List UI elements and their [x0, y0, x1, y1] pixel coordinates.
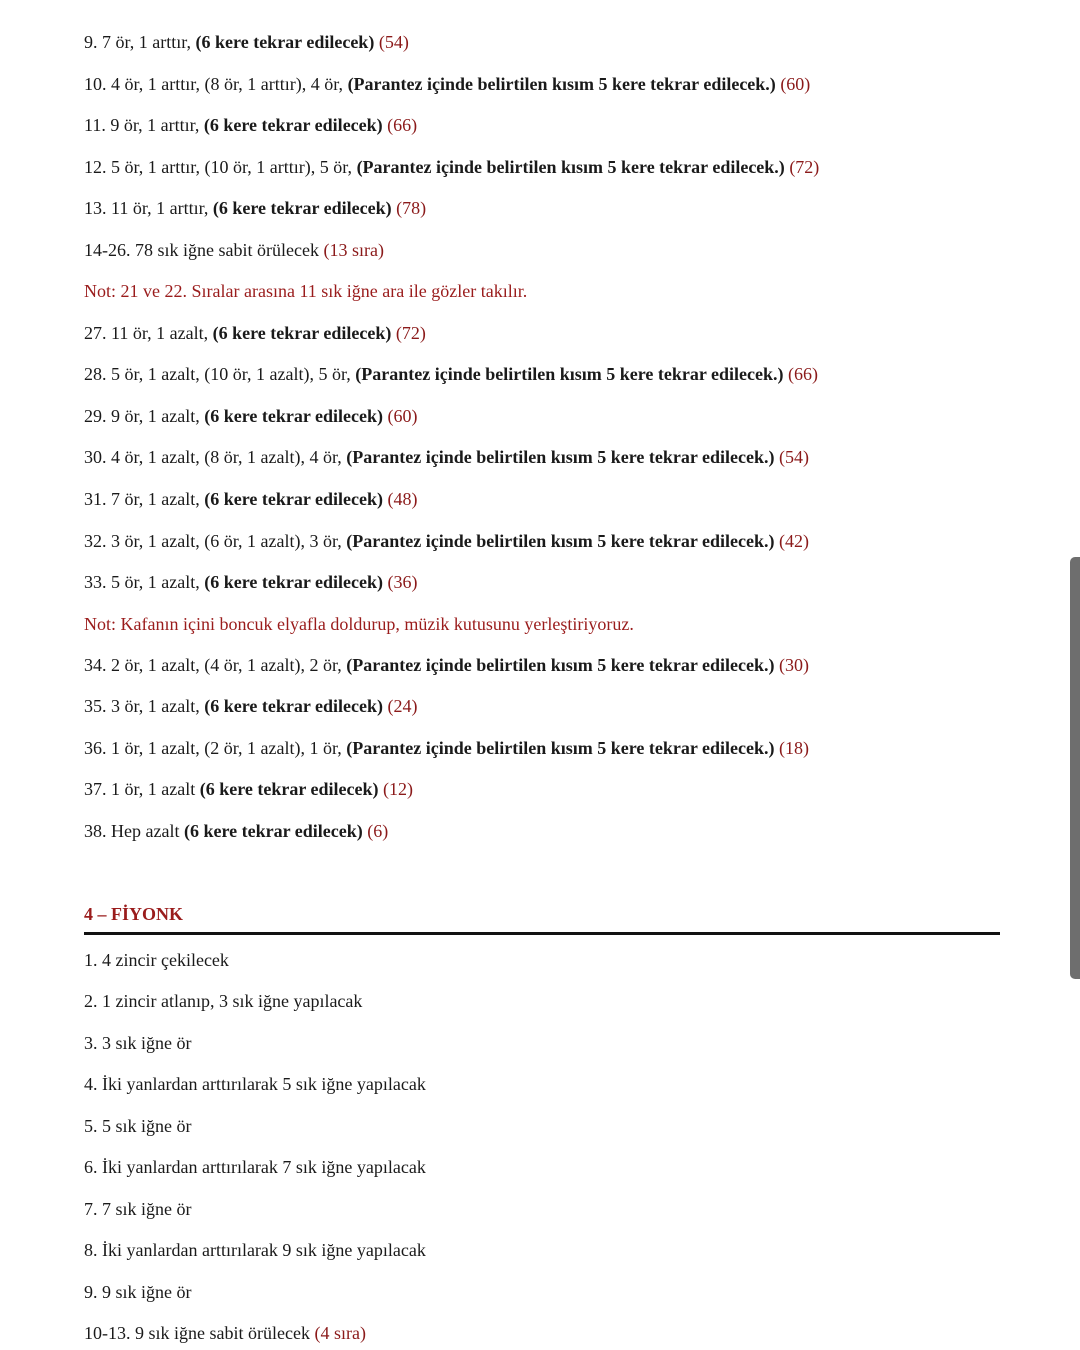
instruction-row: 35. 3 ör, 1 azalt, (6 kere tekrar edilecek) (24): [84, 696, 418, 716]
instruction-row: 36. 1 ör, 1 azalt, (2 ör, 1 azalt), 1 ör, (Parantez içinde belirtilen kısım 5 kere tekrar edilecek.) (18): [84, 738, 809, 758]
instruction-row: 3. 3 sık iğne ör: [84, 1033, 192, 1053]
instruction-row: 29. 9 ör, 1 azalt, (6 kere tekrar edilecek) (60): [84, 406, 418, 426]
instruction-row: 10. 4 ör, 1 arttır, (8 ör, 1 arttır), 4 ör, (Parantez içinde belirtilen kısım 5 kere tekrar edilecek.) (60): [84, 74, 811, 94]
instruction-row: 6. İki yanlardan arttırılarak 7 sık iğne yapılacak: [84, 1157, 426, 1177]
instruction-row: 12. 5 ör, 1 arttır, (10 ör, 1 arttır), 5 ör, (Parantez içinde belirtilen kısım 5 kere tekrar edilecek.) (72): [84, 157, 820, 177]
instruction-row: 32. 3 ör, 1 azalt, (6 ör, 1 azalt), 3 ör, (Parantez içinde belirtilen kısım 5 kere tekrar edilecek.) (42): [84, 531, 809, 551]
instruction-row: 5. 5 sık iğne ör: [84, 1116, 192, 1136]
instruction-row: 33. 5 ör, 1 azalt, (6 kere tekrar edilecek) (36): [84, 572, 418, 592]
instruction-row: 14-26. 78 sık iğne sabit örülecek (13 sıra): [84, 240, 384, 260]
note-eyes: Not: 21 ve 22. Sıralar arasına 11 sık iğne ara ile gözler takılır.: [84, 281, 528, 301]
instruction-row: 2. 1 zincir atlanıp, 3 sık iğne yapılacak: [84, 991, 363, 1011]
instruction-row: 4. İki yanlardan arttırılarak 5 sık iğne yapılacak: [84, 1074, 426, 1094]
instruction-row: 11. 9 ör, 1 arttır, (6 kere tekrar edilecek) (66): [84, 115, 418, 135]
scrollbar-thumb[interactable]: [1070, 557, 1080, 979]
section-divider: [84, 932, 1000, 935]
instruction-row: 27. 11 ör, 1 azalt, (6 kere tekrar edilecek) (72): [84, 323, 426, 343]
instruction-row: 38. Hep azalt (6 kere tekrar edilecek) (6): [84, 821, 389, 841]
instruction-row: 7. 7 sık iğne ör: [84, 1199, 192, 1219]
instruction-row: 30. 4 ör, 1 azalt, (8 ör, 1 azalt), 4 ör, (Parantez içinde belirtilen kısım 5 kere tekrar edilecek.) (54): [84, 447, 809, 467]
instruction-row: 37. 1 ör, 1 azalt (6 kere tekrar edilecek) (12): [84, 779, 414, 799]
instruction-row: 10-13. 9 sık iğne sabit örülecek (4 sıra): [84, 1323, 366, 1343]
instruction-row: 9. 9 sık iğne ör: [84, 1282, 192, 1302]
instruction-row: 8. İki yanlardan arttırılarak 9 sık iğne yapılacak: [84, 1240, 426, 1260]
note-stuffing: Not: Kafanın içini boncuk elyafla doldurup, müzik kutusunu yerleştiriyoruz.: [84, 614, 634, 634]
instruction-row: 31. 7 ör, 1 azalt, (6 kere tekrar edilecek) (48): [84, 489, 418, 509]
instruction-row: 9. 7 ör, 1 arttır, (6 kere tekrar edilecek) (54): [84, 32, 409, 52]
instruction-row: 13. 11 ör, 1 arttır, (6 kere tekrar edilecek) (78): [84, 198, 427, 218]
instruction-row: 28. 5 ör, 1 azalt, (10 ör, 1 azalt), 5 ör, (Parantez içinde belirtilen kısım 5 kere tekrar edilecek.) (66): [84, 364, 818, 384]
section-heading: 4 – FİYONK: [84, 904, 183, 924]
instruction-row: 34. 2 ör, 1 azalt, (4 ör, 1 azalt), 2 ör, (Parantez içinde belirtilen kısım 5 kere tekrar edilecek.) (30): [84, 655, 809, 675]
instruction-row: 1. 4 zincir çekilecek: [84, 950, 229, 970]
